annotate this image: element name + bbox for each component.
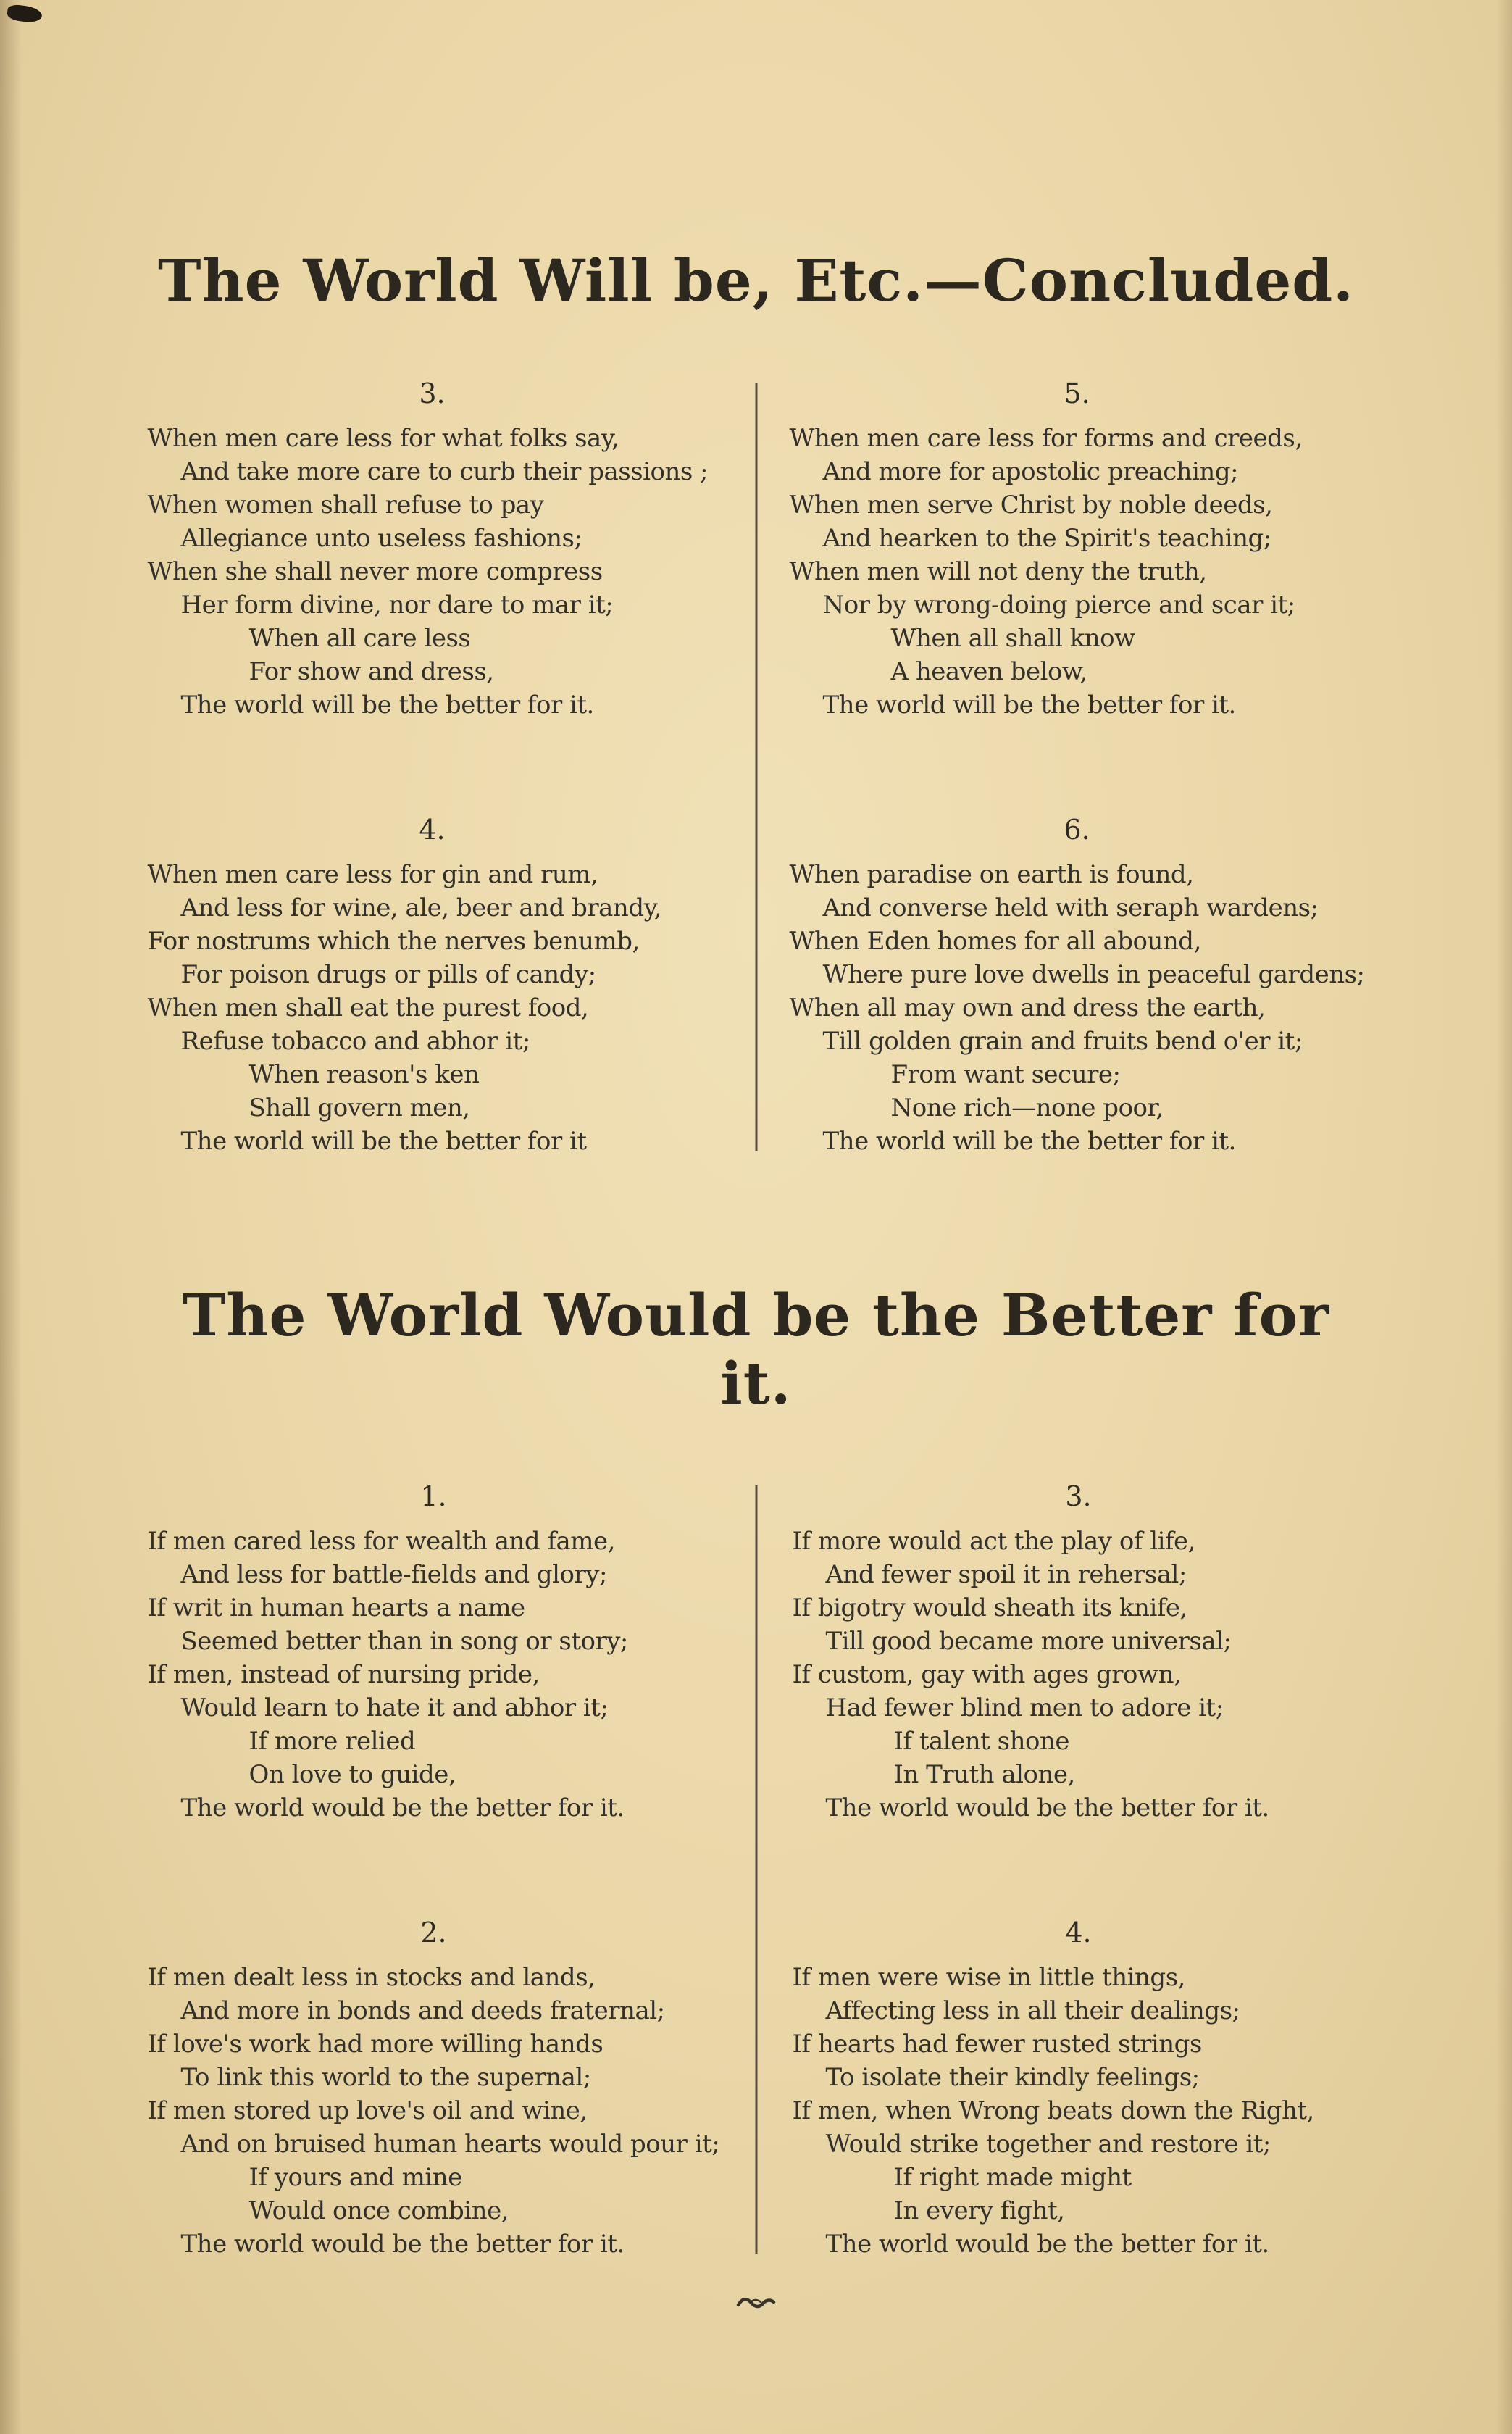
- verse-line: If right made might: [893, 2163, 1132, 2192]
- verse-line: If writ in human hearts a name: [147, 1593, 525, 1622]
- verse-line: For nostrums which the nerves benumb,: [147, 927, 640, 956]
- verse-line: Allegiance unto useless fashions;: [180, 524, 582, 553]
- verse-line: If love's work had more willing hands: [147, 2030, 603, 2059]
- tail-ornament: [148, 2296, 1365, 2314]
- verse-line: The world would be the better for it.: [180, 1793, 625, 1822]
- verse-line: Had fewer blind men to adore it;: [825, 1693, 1224, 1722]
- page-edge-shadow-left: [0, 0, 22, 2434]
- left-column: [148, 380, 753, 1158]
- verse-line: The world would be the better for it.: [825, 2230, 1269, 2259]
- poem-title: The World Will be, Etc.—Concluded.: [157, 246, 1355, 314]
- verse-line: None rich—none poor,: [890, 1093, 1164, 1122]
- verse-line: If men were wise in little things,: [792, 1963, 1185, 1992]
- verse-line: The world would be the better for it.: [825, 1793, 1269, 1822]
- verse-lines: [148, 1525, 720, 1825]
- verse: [148, 1919, 720, 2261]
- verse-line: To isolate their kindly feelings;: [825, 2063, 1200, 2092]
- verse-line: If custom, gay with ages grown,: [792, 1660, 1182, 1689]
- verse-line: When men serve Christ by noble deeds,: [789, 491, 1273, 520]
- verse-line: The world will be the better for it.: [822, 1127, 1236, 1156]
- verse-line: From want secure;: [890, 1060, 1121, 1089]
- tail-flourish-icon: [736, 2296, 777, 2312]
- verse-line: When men shall eat the purest food,: [147, 993, 589, 1022]
- verse-line: And hearken to the Spirit's teaching;: [822, 524, 1271, 553]
- verse: [148, 380, 717, 722]
- verse-line: The world would be the better for it.: [180, 2230, 625, 2259]
- verse-number: 1.: [420, 1480, 447, 1512]
- verse-lines: [148, 1961, 720, 2261]
- verse: [148, 816, 717, 1158]
- verse-line: If men cared less for wealth and fame,: [147, 1527, 615, 1556]
- verse-line: Shall govern men,: [248, 1093, 470, 1122]
- verse-number: 6.: [1064, 814, 1090, 846]
- verse-line: Till golden grain and fruits bend o'er it;: [822, 1027, 1303, 1056]
- verse-line: The world will be the better for it.: [822, 691, 1236, 720]
- verse-line: Refuse tobacco and abhor it;: [180, 1027, 530, 1056]
- verse-line: Would once combine,: [248, 2196, 509, 2225]
- verse: [147, 1480, 720, 1825]
- verse-number: 4.: [1065, 1917, 1092, 1949]
- verse-line: If men, when Wrong beats down the Right,: [792, 2096, 1314, 2125]
- verse-line: And more in bonds and deeds fraternal;: [180, 1996, 665, 2025]
- verse-line: When she shall never more compress: [147, 557, 603, 586]
- verse-lines: [793, 1961, 1365, 2261]
- verse-line: If hearts had fewer rusted strings: [792, 2030, 1202, 2059]
- verse-line: When men will not deny the truth,: [789, 557, 1207, 586]
- verse-line: Till good became more universal;: [825, 1627, 1232, 1656]
- verse-line: Would strike together and restore it;: [825, 2130, 1271, 2159]
- verse-line: When reason's ken: [248, 1060, 480, 1089]
- poem-section-concluded: [148, 246, 1365, 1158]
- verse-line: If talent shone: [893, 1727, 1069, 1756]
- verse-line: If yours and mine: [248, 2163, 462, 2192]
- left-column: [147, 1480, 756, 2261]
- right-column: [756, 1480, 1365, 2261]
- verse-lines: [793, 1525, 1365, 1825]
- verse-line: When women shall refuse to pay: [147, 491, 544, 520]
- verse-line: Would learn to hate it and abhor it;: [180, 1693, 609, 1722]
- verse-line: In every fight,: [893, 2196, 1065, 2225]
- verse-line: When men care less for forms and creeds,: [789, 424, 1303, 453]
- verse-line: On love to guide,: [248, 1760, 456, 1789]
- verse-line: A heaven below,: [890, 657, 1087, 686]
- verse-line: For poison drugs or pills of candy;: [180, 960, 596, 989]
- verse-line: If men, instead of nursing pride,: [147, 1660, 540, 1689]
- verse-line: When men care less for what folks say,: [147, 424, 619, 453]
- verse-line: Her form divine, nor dare to mar it;: [180, 591, 614, 620]
- verse-line: The world will be the better for it: [180, 1127, 587, 1156]
- verse-line: Where pure love dwells in peaceful gardens;: [822, 960, 1365, 989]
- verse-line: Seemed better than in song or story;: [180, 1627, 628, 1656]
- verse-line: When men care less for gin and rum,: [147, 860, 598, 889]
- verse-line: For show and dress,: [248, 657, 494, 686]
- verse-lines: [148, 858, 717, 1158]
- verse-line: And converse held with seraph wardens;: [822, 893, 1319, 922]
- verse-line: When Eden homes for all abound,: [789, 927, 1201, 956]
- page-sheet: [148, 0, 1365, 2314]
- verse-line: When all care less: [248, 624, 471, 653]
- verse-lines: [790, 422, 1365, 722]
- poem-section-better-for-it: [148, 1281, 1365, 2261]
- verse-line: Nor by wrong-doing pierce and scar it;: [822, 591, 1295, 620]
- verse: [792, 1480, 1365, 1825]
- verse-line: If more would act the play of life,: [792, 1527, 1195, 1556]
- verse: [790, 816, 1365, 1158]
- two-column-layout: [148, 380, 1365, 1158]
- verse-line: The world will be the better for it.: [180, 691, 594, 720]
- verse-number: 4.: [419, 814, 446, 846]
- verse-line: When all shall know: [890, 624, 1135, 653]
- verse-line: And more for apostolic preaching;: [822, 457, 1239, 486]
- scan-corner-blemish: [7, 4, 43, 24]
- verse-line: And less for wine, ale, beer and brandy,: [180, 893, 662, 922]
- verse-number: 3.: [419, 378, 446, 409]
- verse: [790, 380, 1365, 722]
- verse-line: And fewer spoil it in rehersal;: [825, 1560, 1187, 1589]
- verse-number: 2.: [420, 1917, 447, 1949]
- verse-lines: [148, 422, 717, 722]
- page-edge-shadow-right: [1496, 0, 1512, 2434]
- verse-line: If bigotry would sheath its knife,: [792, 1593, 1187, 1622]
- verse: [793, 1919, 1365, 2261]
- poem-title: The World Would be the Better for it.: [182, 1281, 1330, 1417]
- verse-line: And take more care to curb their passions ;: [180, 457, 709, 486]
- verse-line: To link this world to the supernal;: [180, 2063, 591, 2092]
- two-column-layout: [147, 1480, 1365, 2261]
- verse-line: When all may own and dress the earth,: [789, 993, 1266, 1022]
- verse-line: If men stored up love's oil and wine,: [147, 2096, 588, 2125]
- verse-number: 5.: [1064, 378, 1090, 409]
- verse-line: When paradise on earth is found,: [789, 860, 1194, 889]
- verse-line: In Truth alone,: [893, 1760, 1075, 1789]
- verse-lines: [790, 858, 1365, 1158]
- right-column: [753, 380, 1365, 1158]
- verse-number: 3.: [1065, 1480, 1092, 1512]
- verse-line: If men dealt less in stocks and lands,: [147, 1963, 596, 1992]
- verse-line: If more relied: [248, 1727, 416, 1756]
- verse-line: Affecting less in all their dealings;: [825, 1996, 1240, 2025]
- verse-line: And on bruised human hearts would pour it;: [180, 2130, 720, 2159]
- verse-line: And less for battle-fields and glory;: [180, 1560, 607, 1589]
